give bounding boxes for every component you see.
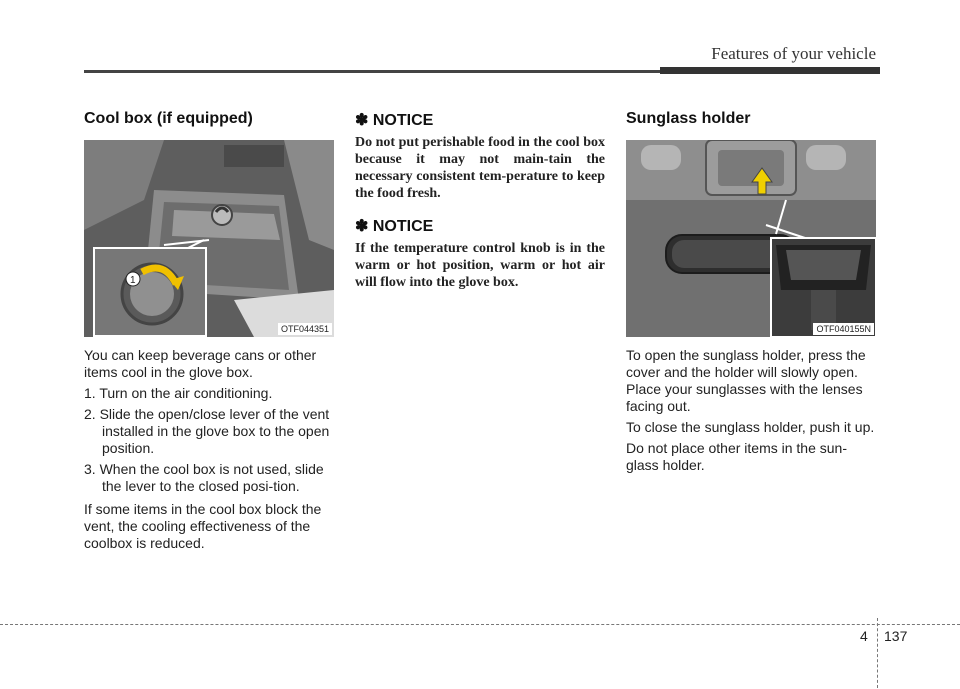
notice-section [355, 110, 605, 305]
figure-code: OTF040155N [813, 323, 874, 335]
notice-1-title: ✽ NOTICE [355, 112, 434, 129]
cool-box-steps [84, 385, 334, 495]
sunglass-figure [626, 140, 876, 337]
cool-box-heading: Cool box (if equipped) [84, 110, 253, 127]
sunglass-paragraph-2: To close the sunglass holder, push it up. [626, 419, 875, 435]
chapter-number: 4 [860, 628, 868, 644]
footer-rule [0, 624, 960, 625]
cool-box-section [84, 110, 334, 552]
callout-1: 1 [130, 275, 136, 286]
step-3: 3. When the cool box is not used, slide the lever to the closed posi-tion. [84, 461, 324, 494]
sunglass-paragraph-3: Do not place other items in the sun-glass holder. [626, 440, 848, 473]
sunglass-holder-section [626, 110, 876, 474]
notice-2-title: ✽ NOTICE [355, 218, 434, 235]
header-rule-accent [660, 67, 880, 74]
footer-divider [877, 618, 878, 688]
cool-box-note: If some items in the cool box block the vent, the cooling effectiveness of the coolbox is reduced. [84, 501, 322, 551]
sunglass-heading: Sunglass holder [626, 110, 751, 127]
notice-1-body: Do not put perishable food in the cool box because it may not main-tain the necessary consistent tem-perature to keep the food fresh. [355, 135, 605, 201]
notice-2-body: If the temperature control knob is in the warm or hot position, warm or hot air will flow into the glove box. [355, 241, 605, 290]
glove-box-illustration [84, 140, 334, 337]
sunglass-paragraph-1: To open the sunglass holder, press the cover and the holder will slowly open. Place your sunglasses with the lenses facing out. [626, 347, 866, 414]
step-1: 1. Turn on the air conditioning. [84, 385, 273, 401]
page-number: 137 [884, 628, 908, 644]
figure-code: OTF044351 [278, 323, 332, 335]
sunglass-holder-illustration [626, 140, 876, 337]
step-2: 2. Slide the open/close lever of the vent installed in the glove box to the open position. [84, 406, 330, 456]
cool-box-intro: You can keep beverage cans or other items cool in the glove box. [84, 347, 317, 380]
header-title: Features of your vehicle [711, 44, 876, 63]
cool-box-figure [84, 140, 334, 337]
